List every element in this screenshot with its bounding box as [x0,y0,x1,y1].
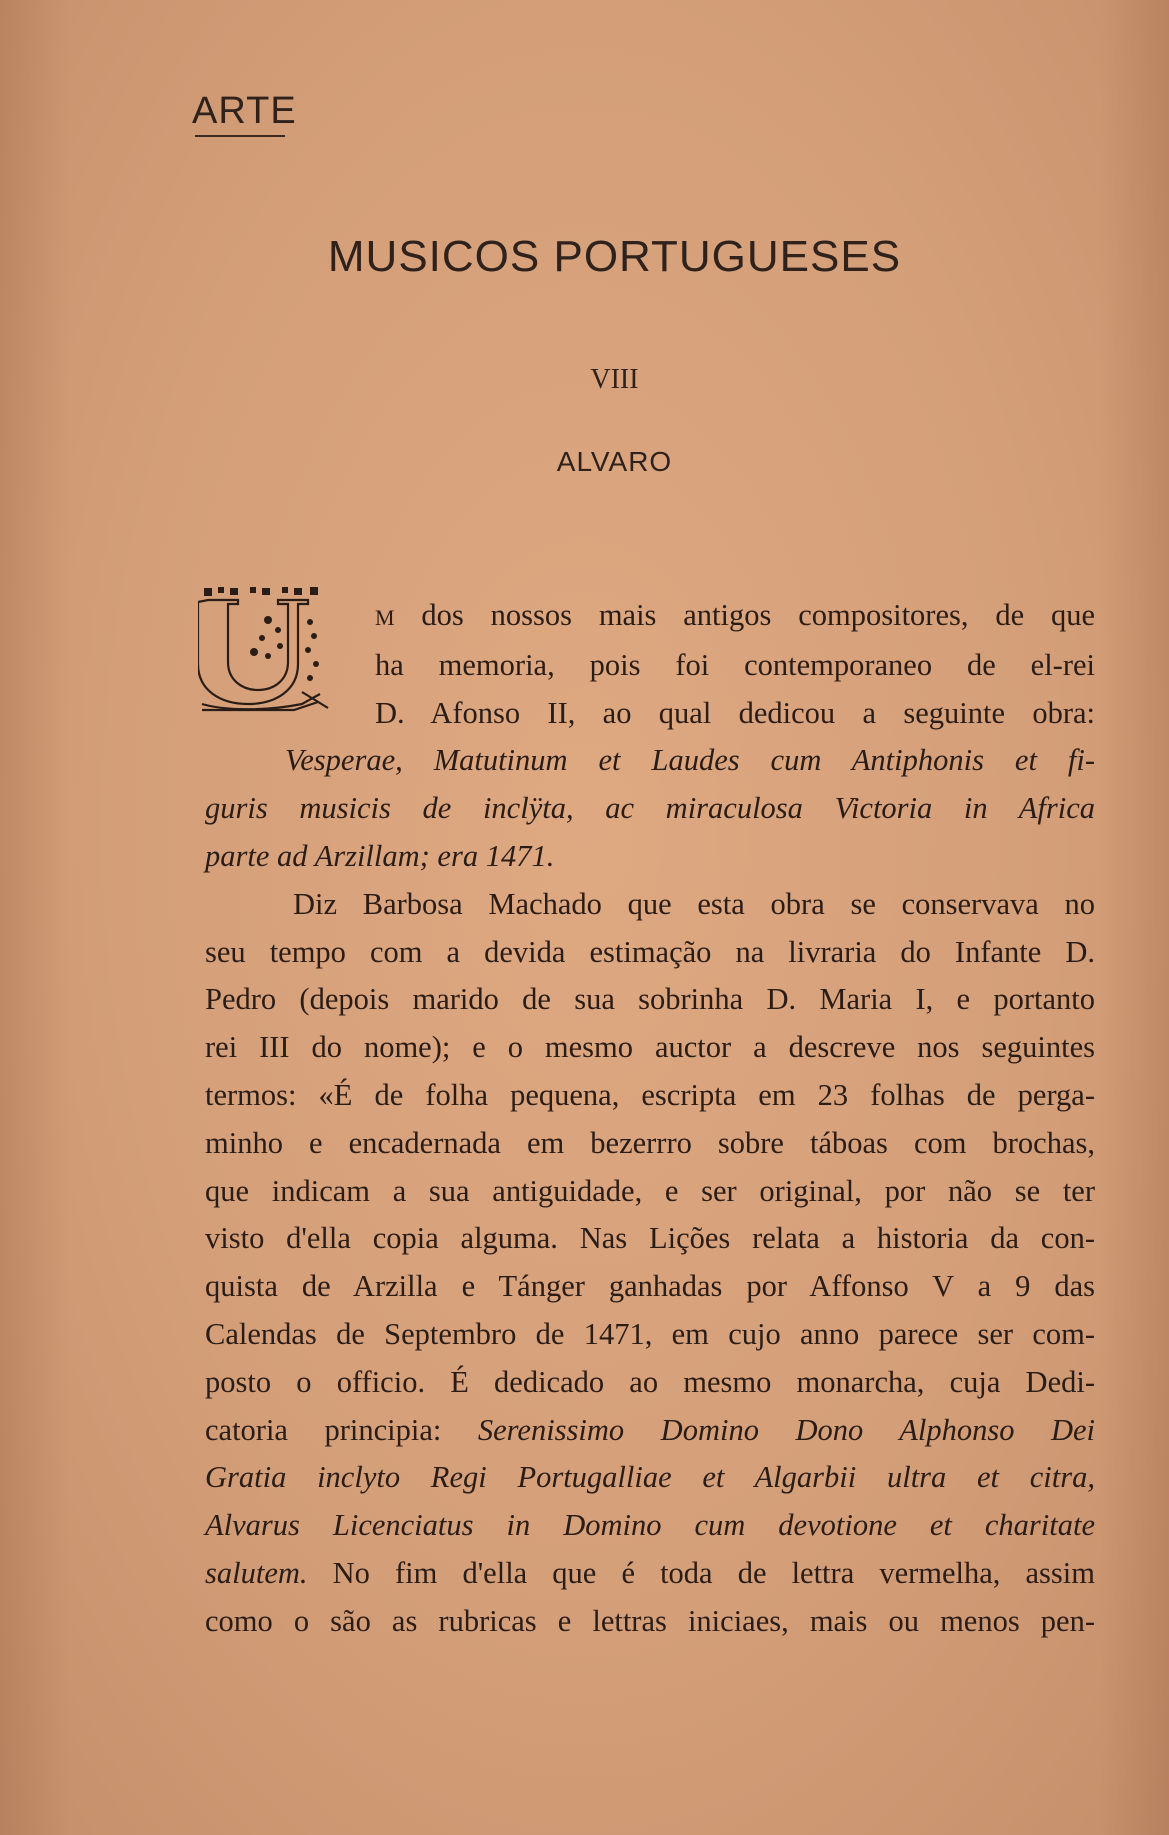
text-line: seu tempo com a devida estimação na livraria do Infante D. [205,934,1095,969]
text-span: salutem. [205,1555,308,1590]
text-line: Gratia inclyto Regi Portugalliae et Algarbii ultra et citra, [205,1460,1095,1495]
text-line [205,592,1095,642]
running-head: ARTE [192,90,297,132]
text-span: No fim d'ella que é toda de lettra vermelha, assim [307,1555,1095,1590]
text-line: quista de Arzilla e Tánger ganhadas por Affonso V a 9 das [205,1269,1095,1304]
text-line: ha memoria, pois foi contemporaneo de el-rei [375,647,1095,682]
text-line: Pedro (depois marido de sua sobrinha D. Maria I, e portanto [205,982,1095,1017]
text-line: como o são as rubricas e lettras iniciaes, mais ou menos pen- [205,1603,1095,1638]
text-line: Alvarus Licenciatus in Domino cum devotione et charitate [205,1508,1095,1543]
text-line: visto d'ella copia alguma. Nas Lições relata a historia da con- [205,1221,1095,1256]
article-body [205,592,1095,1646]
text-line: D. Afonso II, ao qual dedicou a seguinte obra: [375,695,1095,730]
text-line: guris musicis de inclÿta, ac miraculosa Victoria in Africa [205,791,1095,826]
text-line [205,1407,1095,1455]
text-span: dos nossos mais antigos compositores, de que [421,598,1095,632]
text-line: Calendas de Septembro de 1471, em cujo anno parece ser com- [205,1316,1095,1351]
running-head-rule [195,135,285,137]
text-line: rei III do nome); e o mesmo auctor a descreve nos seguintes [205,1030,1095,1065]
text-line: Diz Barbosa Machado que esta obra se conservava no [293,886,1095,921]
text-line: Vesperae, Matutinum et Laudes cum Antiphonis et fi- [285,743,1095,778]
article-title: MUSICOS PORTUGUESES [327,232,902,281]
chapter-number: VIII [590,364,639,395]
text-line: posto o officio. É dedicado ao mesmo monarcha, cuja Dedi- [205,1364,1095,1399]
text-span: Serenissimo Domino Dono Alphonso Dei [477,1412,1096,1447]
text-line: termos: «É de folha pequena, escripta em 23 folhas de perga- [205,1077,1095,1112]
text-line: minho e encadernada em bezerrro sobre tábоas com brochas, [205,1125,1095,1160]
drop-cap-continuation: M [375,605,395,630]
text-span: catoria principia: [205,1412,478,1447]
text-line: parte ad Arzillam; era 1471. [205,838,555,873]
text-line [205,1550,1095,1598]
text-line: que indicam a sua antiguidade, e ser original, por não se ter [205,1173,1095,1208]
chapter-name: ALVARO [556,446,673,477]
